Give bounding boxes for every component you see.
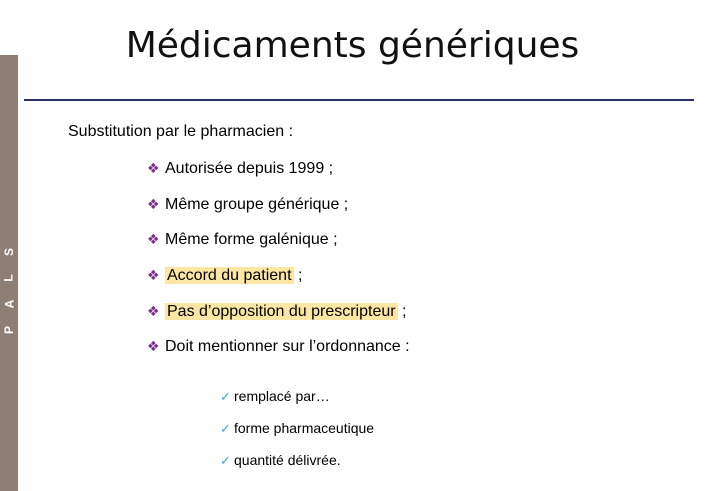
bullet-item	[147, 229, 410, 249]
diamond-bullet-icon: ❖	[147, 267, 160, 284]
side-letter: S	[1, 247, 16, 257]
bullet-suffix: ;	[397, 302, 407, 320]
bullet-text: Autorisée depuis 1999	[165, 160, 325, 177]
bullet-item	[147, 194, 410, 214]
title-divider	[24, 99, 694, 101]
bullet-suffix: ;	[293, 267, 303, 285]
side-letter: P	[1, 325, 16, 335]
sub-bullet-item	[220, 419, 374, 437]
side-letter: A	[1, 299, 16, 309]
bullet-text: Même forme galénique	[165, 231, 329, 249]
sub-bullet-list	[220, 387, 374, 483]
sub-bullet-text: remplacé par…	[234, 388, 330, 404]
diamond-bullet-icon: ❖	[147, 302, 160, 319]
diamond-bullet-icon: ❖	[147, 195, 160, 212]
highlighted-bullet-text: Pas d’opposition du prescripteur	[167, 302, 396, 320]
highlighted-bullet-text: Accord du patient	[167, 267, 292, 285]
sub-bullet-text: quantité délivrée.	[234, 452, 341, 468]
bullet-suffix: :	[400, 338, 410, 356]
checkmark-icon: ✓	[220, 453, 231, 468]
bullet-suffix: ;	[324, 160, 334, 177]
bullet-item	[147, 265, 410, 285]
bullet-text: Doit mentionner sur l’ordonnance	[165, 338, 401, 356]
slide-title: Médicaments génériques	[125, 25, 580, 66]
bullet-list	[147, 158, 410, 372]
side-vertical-text	[0, 245, 18, 337]
sub-bullet-item	[220, 387, 374, 405]
sub-bullet-item	[220, 451, 374, 469]
bullet-suffix: ;	[339, 195, 349, 213]
checkmark-icon: ✓	[220, 389, 231, 404]
bullet-suffix: ;	[328, 231, 338, 249]
sub-bullet-text: forme pharmaceutique	[234, 420, 375, 436]
side-letter: L	[2, 274, 16, 282]
bullet-item	[147, 336, 410, 356]
bullet-item	[147, 301, 410, 321]
diamond-bullet-icon: ❖	[147, 160, 160, 176]
bullet-item	[147, 158, 410, 178]
checkmark-icon: ✓	[220, 421, 231, 436]
bullet-text: Même groupe générique	[165, 195, 340, 213]
diamond-bullet-icon: ❖	[147, 338, 160, 355]
intro-text: Substitution par le pharmacien :	[68, 123, 294, 140]
diamond-bullet-icon: ❖	[147, 231, 160, 248]
